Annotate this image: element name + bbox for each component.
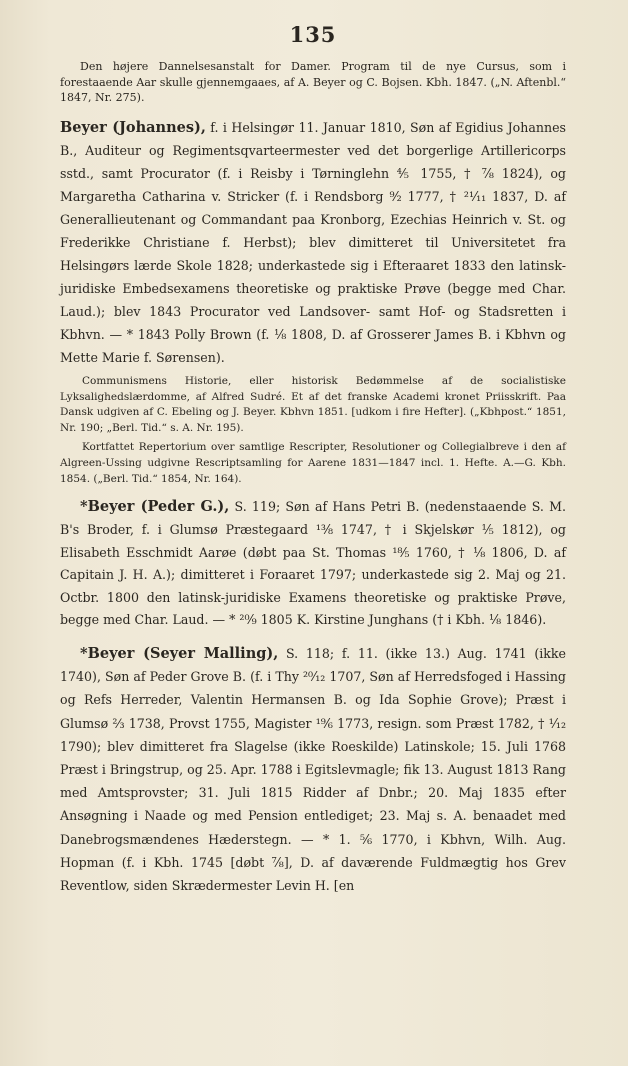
- entry-seyer-head: *Beyer (Seyer Malling),: [80, 644, 279, 662]
- entry-johannes-head: Beyer (Johannes),: [60, 118, 206, 136]
- entry-johannes-beyer: [60, 116, 566, 369]
- entry-johannes-publication-2: Kortfattet Repertorium over samtlige Rescripter, Resolutioner og Collegialbreve i den af Algreen-Ussing udgivne Rescriptsamling for Aarene 1831—1847 incl. 1. Hefte. A.—G. Kbh. 1854. („Berl. Tid.“ 1854, Nr. 164).: [60, 440, 566, 485]
- entry-peder-beyer: [60, 496, 566, 632]
- entry-peder-text: S. 119; Søn af Hans Petri B. (nedenstaaende S. M. B's Broder, f. i Glumsø Præstegaard ¹³⁄₈ 1747, † i Skjelskør ⅕ 1812), og Elisabeth Esschmidt Aarøe (døbt paa St. Thomas ¹⁸⁄₅ 1760, † ⅛ 1806, D. af Capitain J. H. A.); dimitteret i Foraaret 1797; underkastede sig 2. Maj og 21. Octbr. 1800 den latinsk-juridiske Examens theoretiske og praktiske Prøve, begge med Char. Laud. — * ²⁰⁄₉ 1805 K. Kirstine Junghans († i Kbh. ⅛ 1846).: [60, 499, 566, 628]
- top-note: Den højere Dannelsesanstalt for Damer. Program til de nye Cursus, som i forestaaende Aar skulle gjennemgaaes, af A. Beyer og C. Bojsen. Kbh. 1847. („N. Aftenbl.“ 1847, Nr. 275).: [60, 60, 566, 105]
- entry-johannes-publication-1: Communismens Historie, eller historisk Bedømmelse af de socialistiske Lyksalighedslærdomme, af Alfred Sudré. Et af det franske Academi kronet Priisskrift. Paa Dansk udgiven af C. Ebeling og J. Beyer. Kbhvn 1851. [udkom i fire Hefter]. („Kbhpost.“ 1851, Nr. 190; „Berl. Tid.“ s. A. Nr. 195).: [60, 374, 566, 435]
- entry-seyer-beyer: [60, 642, 566, 897]
- entry-seyer-text: S. 118; f. 11. (ikke 13.) Aug. 1741 (ikke 1740), Søn af Peder Grove B. (f. i Thy ²⁰⁄₁₂ 1707, Søn af Herredsfoged i Hassing og Refs Herreder, Valentin Hermansen B. og Ida Sophie Grove); Præst i Glumsø ⅔ 1738, Provst 1755, Magister ¹⁹⁄₆ 1773, resign. som Præst 1782, † ¹⁄₁₂ 1790); blev dimitteret fra Slagelse (ikke Roeskilde) Latinskole; 15. Juli 1768 Præst i Bringstrup, og 25. Apr. 1788 i Egitslevmagle; fik 13. August 1813 Rang med Amtsprovster; 31. Juli 1815 Ridder af Dnbr.; 20. Maj 1835 efter Ansøgning i Naade og med Pension entlediget; 23. Maj s. A. benaadet med Danebrogsmændenes Hæderstegn. — * 1. ⁵⁄₆ 1770, i Kbhvn, Wilh. Aug. Hopman (f. i Kbh. 1745 [døbt ⅞], D. af daværende Fuldmægtig hos Grev Reventlow, siden Skrædermester Levin H. [en: [60, 645, 566, 893]
- entry-johannes-text: f. i Helsingør 11. Januar 1810, Søn af Egidius Johannes B., Auditeur og Regimentsqvarteermester ved det borgerlige Artillericorps sstd., samt Procurator (f. i Reisby i Tørninglehn ⅘ 1755, † ⅞ 1824), og Margaretha Catharina v. Stricker (f. i Rendsborg ⁹⁄₂ 1777, † ²¹⁄₁₁ 1837, D. af Generallieutenant og Commandant paa Kronborg, Ezechias Heinrich v. St. og Frederikke Christiane f. Herbst); blev dimitteret til Universitetet fra Helsingørs lærde Skole 1828; underkastede sig i Efteraaret 1833 den latinsk-juridiske Embedsexamens theoretiske og praktiske Prøve (begge med Char. Laud.); blev 1843 Procurator ved Landsover- samt Hof- og Stadsretten i Kbhvn. — * 1843 Polly Brown (f. ⅛ 1808, D. af Grosserer James B. i Kbhvn og Mette Marie f. Sørensen).: [60, 119, 567, 365]
- page-number: 135: [289, 22, 337, 47]
- entry-peder-head: *Beyer (Peder G.),: [80, 498, 230, 516]
